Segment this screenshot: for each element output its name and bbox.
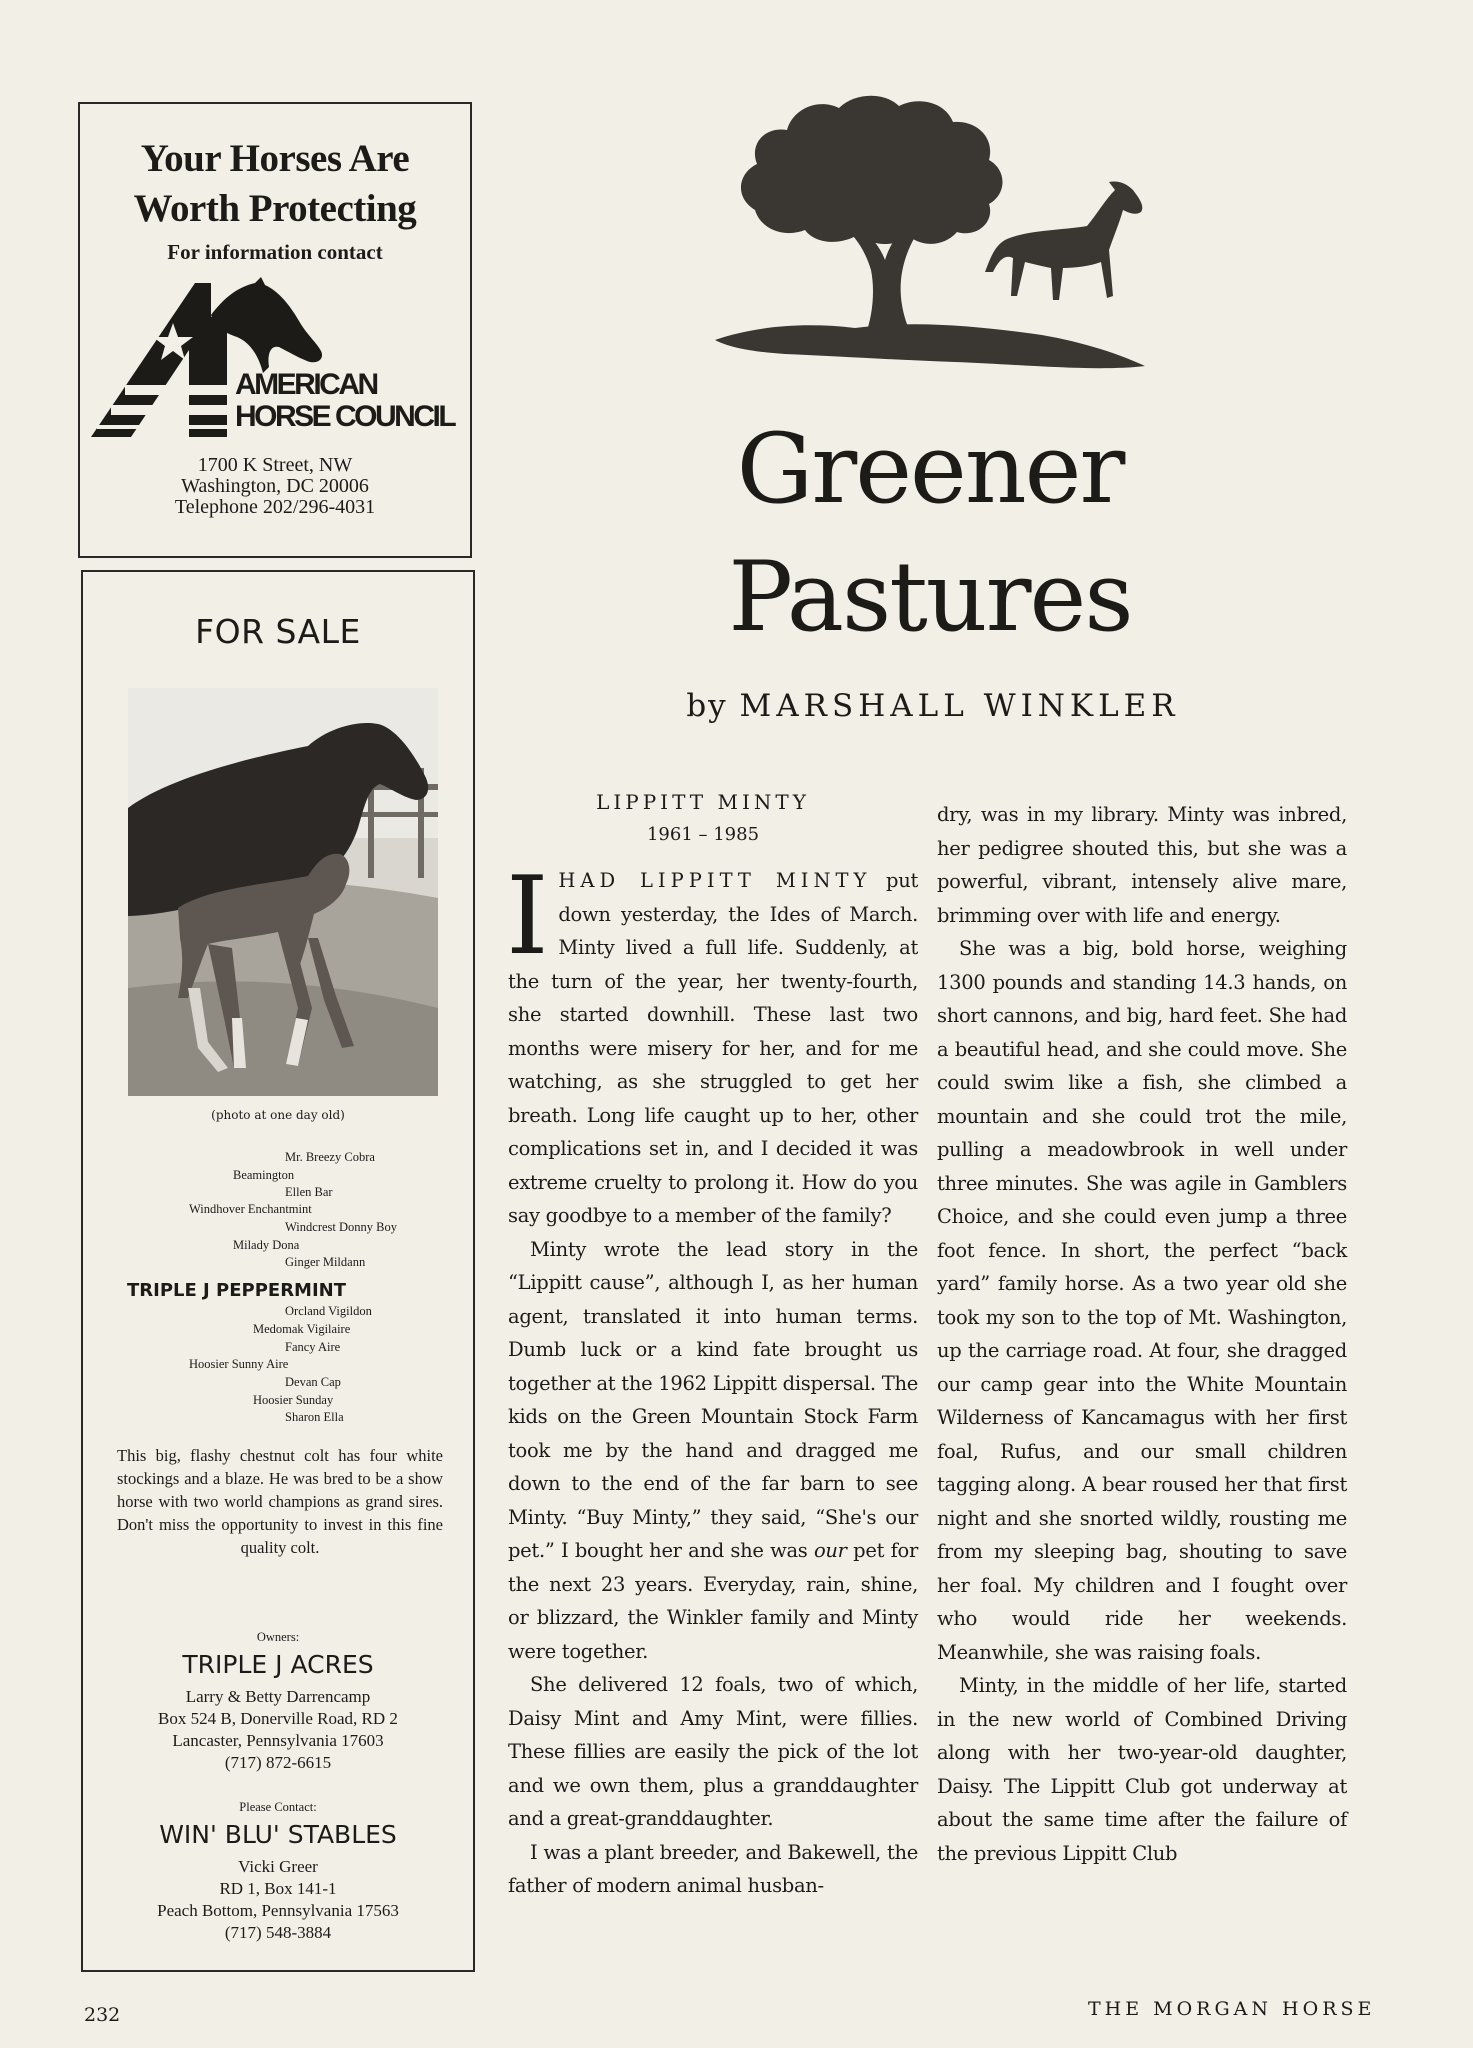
owners-label: Owners:	[256, 1630, 300, 1644]
paragraph: IHAD LIPPITT MINTY put down yesterday, the Ides of March. Minty lived a full life. Suddenly, at the turn of the year, her twenty-fourth, she started downhill. These last two months were misery for her, and for me watching, as she struggled to get her breath. Long life caught up to her, other complications set in, and I decided it was extreme cruelty to prolong it. How do you say goodbye to a member of the family?	[506, 854, 918, 1227]
pedigree-entry: Hoosier Sunny Aire	[189, 1357, 289, 1371]
pedigree-entry: Milady Dona	[233, 1238, 300, 1252]
pedigree-entry: Ellen Bar	[285, 1185, 333, 1199]
article-column-1	[506, 854, 918, 1903]
magazine-name: THE MORGAN HORSE	[1088, 1998, 1376, 2020]
tree-and-horse-illustration	[715, 90, 1155, 384]
ad-headline: Your Horses Are Worth Protecting	[133, 137, 417, 230]
contact-label: Please Contact:	[239, 1800, 317, 1814]
paragraph: Minty, in the middle of her life, started in the new world of Combined Driving along with her two-year-old daughter, Daisy. The Lippitt Club got underway at about the same time after the failure of the previous Lippitt Club	[937, 1674, 1347, 1865]
tree-horse-icon	[715, 90, 1155, 380]
logo-wordmark: AMERICAN HORSE COUNCIL	[235, 368, 455, 433]
paragraph: I was a plant breeder, and Bakewell, the father of modern animal husban-	[508, 1840, 918, 1897]
article-title: Greener Pastures	[728, 413, 1132, 653]
paragraph: She was a big, bold horse, weighing 1300 pounds and standing 14.3 hands, on short cannons, and big, hard feet. She had a beautiful head, and she could move. She could swim like a fish, she climbed a mountain and she could trot the mile, pulling a meadowbrook in well under three minutes. She was agile in Gamblers Choice, and she could even jump a three foot fence. In short, the perfect “back yard” family horse. As a two year old she took my son to the top of Mt. Washington, up the carriage road. At four, she dragged our camp gear into the White Mountain Wilderness of Kancamagus with her first foal, Rufus, and our small children tagging along. A bear roused her that first night and she snorted wildly, rousting me from my sleeping bag, shouting to save her foal. My children and I fought over who would ride her weekends. Meanwhile, she was raising foals.	[937, 937, 1347, 1664]
drop-cap: I	[506, 854, 549, 979]
for-sale-ad	[81, 570, 475, 1972]
colt-name: TRIPLE J PEPPERMINT	[127, 1280, 347, 1301]
pedigree-entry: Orcland Vigildon	[285, 1304, 372, 1318]
stable-name: WIN' BLU' STABLES	[159, 1820, 397, 1849]
council-address: 1700 K Street, NW Washington, DC 20006 Telephone 202/296-4031	[174, 454, 376, 518]
page-number: 232	[84, 2004, 121, 2026]
lead-in-caps: HAD LIPPITT MINTY	[558, 869, 872, 892]
colt-description: This big, flashy chestnut colt has four white stockings and a blaze. He was bred to be a show horse with two world champions as grand sires. Don't miss the opportunity to invest in this fine quality colt.	[117, 1446, 443, 1557]
horse-council-ad	[78, 102, 472, 558]
pedigree-entry: Medomak Vigilaire	[253, 1322, 351, 1336]
paragraph: dry, was in my library. Minty was inbred, her pedigree shouted this, but she was a powerful, vibrant, intensely alive mare, brimming over with life and energy.	[937, 803, 1347, 927]
paragraph: She delivered 12 foals, two of which, Daisy Mint and Amy Mint, were fillies. These fillies are easily the pick of the lot and we own them, plus a granddaughter and a great-granddaughter.	[508, 1673, 918, 1830]
pedigree-entry: Mr. Breezy Cobra	[285, 1150, 375, 1164]
life-dates: 1961 – 1985	[646, 824, 760, 845]
pedigree-entry: Fancy Aire	[285, 1340, 341, 1354]
owners-name: TRIPLE J ACRES	[182, 1650, 374, 1679]
author-name: MARSHALL WINKLER	[739, 688, 1180, 724]
pedigree-entry: Sharon Ella	[285, 1410, 344, 1424]
photo-caption: (photo at one day old)	[211, 1108, 345, 1122]
pedigree-chart	[83, 1150, 473, 1424]
pedigree-entry: Ginger Mildann	[285, 1255, 366, 1269]
article-column-2	[937, 798, 1347, 1870]
pedigree-entry: Devan Cap	[285, 1375, 341, 1389]
american-horse-council-logo	[85, 277, 465, 445]
for-sale-title: FOR SALE	[195, 612, 361, 651]
pedigree-entry: Beamington	[233, 1168, 295, 1182]
paragraph: Minty wrote the lead story in the “Lippitt cause”, although I, as her human agent, translated it into human terms. Dumb luck or a kind fate brought us together at the 1962 Lippitt dispersal. The kids on the Green Mountain Stock Farm took me by the hand and dragged me down to the end of the far barn to see Minty. “Buy Minty,” they said, “She's our pet.” I bought her and she was our pet for the next 23 years. Everyday, rain, shine, or blizzard, the Winkler family and Minty were together.	[508, 1237, 918, 1663]
pedigree-entry: Hoosier Sunday	[253, 1393, 334, 1407]
pedigree-entry: Windcrest Donny Boy	[285, 1220, 397, 1234]
ad-contact-line: For information contact	[167, 240, 383, 264]
mare-and-foal-photo	[128, 688, 438, 1096]
article-byline: by MARSHALL WINKLER	[686, 688, 1180, 724]
owners-address: Larry & Betty Darrencamp Box 524 B, Donerville Road, RD 2 Lancaster, Pennsylvania 17603 (717) 872-6615	[158, 1687, 398, 1772]
article-subhead: LIPPITT MINTY	[596, 790, 810, 814]
stable-address: Vicki Greer RD 1, Box 141-1 Peach Bottom, Pennsylvania 17563 (717) 548-3884	[157, 1857, 399, 1942]
pedigree-entry: Windhover Enchantmint	[189, 1202, 312, 1216]
